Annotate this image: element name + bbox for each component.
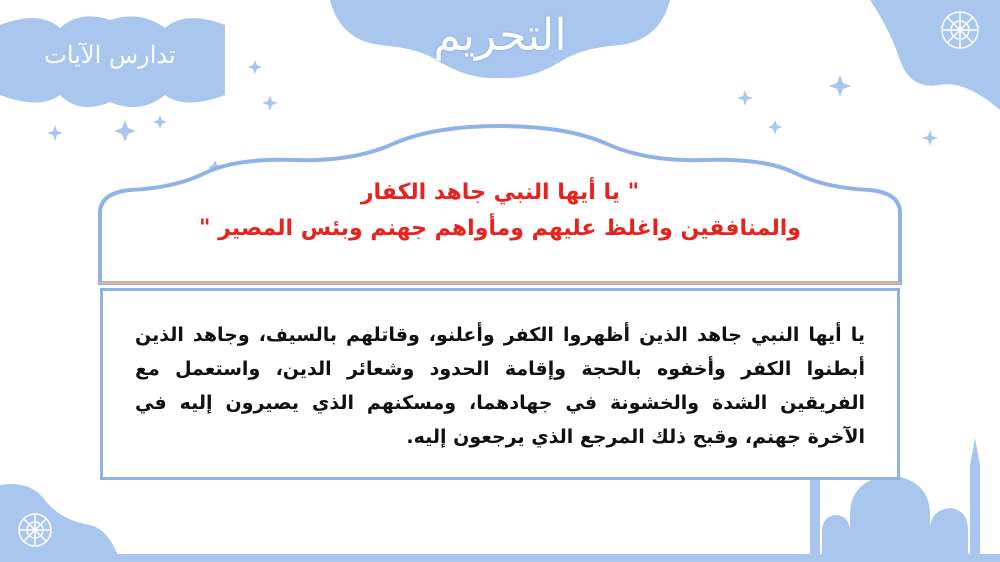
surah-title: التحريم <box>433 9 567 61</box>
verse-line-2: والمنافقين واغلظ عليهم ومأواهم جهنم وبئس المصير " <box>199 216 801 241</box>
bottom-border <box>0 554 1000 562</box>
verse-text <box>150 175 850 255</box>
verse-line-1: " يا أيها النبي جاهد الكفار <box>360 180 640 205</box>
lesson-badge-label: تدارس الآيات <box>44 41 176 69</box>
corner-ornament-bottom-left <box>0 470 120 562</box>
explanation-text: يا أيها النبي جاهد الذين أظهروا الكفر وأعلنو، وقاتلهم بالسيف، وجاهد الذين أبطنوا الكفر وأخفوه بالحجة وإقامة الحدود وشعائر الدين، واستعمل مع الفريقين الشدة والخشونة في جهادهما، ومسكنهم الذي يصيرون إليه في الآخرة جهنم، وقبح ذلك المرجع الذي يرجعون إليه. <box>135 324 865 448</box>
